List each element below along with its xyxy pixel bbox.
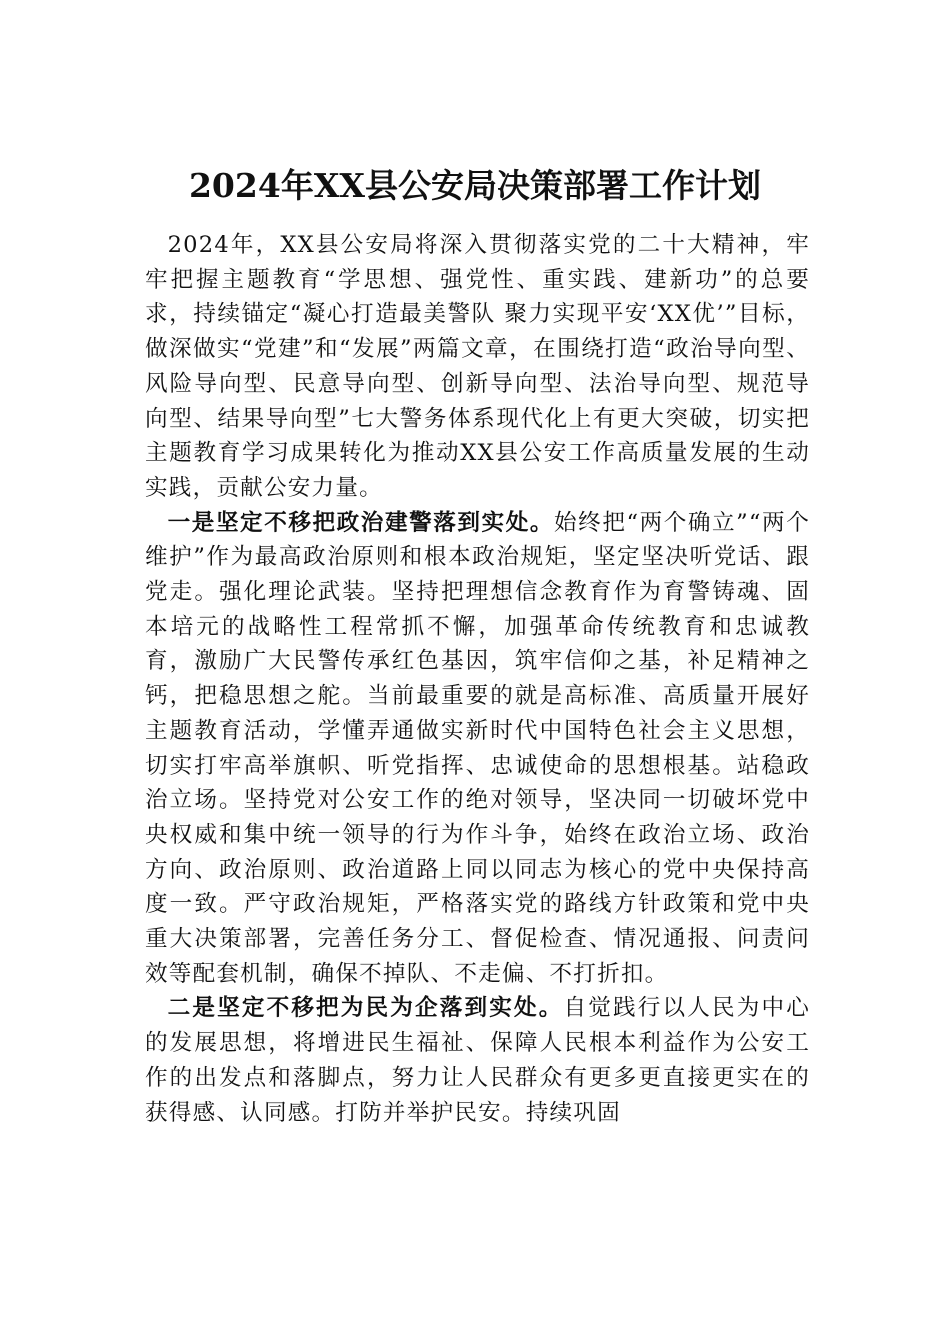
paragraph-text: 自觉践行以人民为中心的发展思想，将增进民生福祉、保障人民根本利益作为公安工作的出发点和落脚点，努力让人民群众有更多更直接更实在的获得感、认同感。打防并举护民安。持续巩固 — [145, 995, 811, 1126]
paragraph-lead: 二是坚定不移把为民为企落到实处。 — [167, 995, 564, 1022]
paragraph-text: 始终把“两个确立”“两个维护”作为最高政治原则和根本政治规矩，坚定坚决听党话、跟党走。强化理论武装。坚持把理想信念教育作为育警铸魂、固本培元的战略性工程常抓不懈，加强革命传统教育和忠诚教育，激励广大民警传承红色基因，筑牢信仰之基，补足精神之钙，把稳思想之舵。当前最重要的就是高标准、高质量开展好主题教育活动，学懂弄通做实新时代中国特色社会主义思想，切实打牢高举旗帜、听党指挥、忠诚使命的思想根基。站稳政治立场。坚持党对公安工作的绝对领导，坚决同一切破坏党中央权威和集中统一领导的行为作斗争，始终在政治立场、政治方向、政治原则、政治道路上同以同志为核心的党中央保持高度一致。严守政治规矩，严格落实党的路线方针政策和党中央重大决策部署，完善任务分工、督促检查、情况通报、问责问效等配套机制，确保不掉队、不走偏、不打折扣。 — [145, 509, 810, 987]
document-title: 2024年XX县公安局决策部署工作计划 — [188, 166, 762, 205]
document-body — [145, 228, 810, 1130]
paragraph-text: 2024年，XX县公安局将深入贯彻落实党的二十大精神，牢牢把握主题教育“学思想、强党性、重实践、建新功”的总要求，持续锚定“凝心打造最美警队 聚力实现平安‘XX优’”目标，做深做实“党建”和“发展”两篇文章，在围绕打造“政治导向型、风险导向型、民意导向型、创新导向型、法治导向型、规范导向型、结果导向型”七大警务体系现代化上有更大突破，切实把主题教育学习成果转化为推动XX县公安工作高质量发展的生动实践，贡献公安力量。 — [145, 232, 810, 501]
paragraph-people — [145, 991, 810, 1130]
paragraph-intro — [145, 228, 810, 506]
paragraph-lead: 一是坚定不移把政治建警落到实处。 — [167, 509, 555, 536]
paragraph-political — [145, 506, 810, 992]
